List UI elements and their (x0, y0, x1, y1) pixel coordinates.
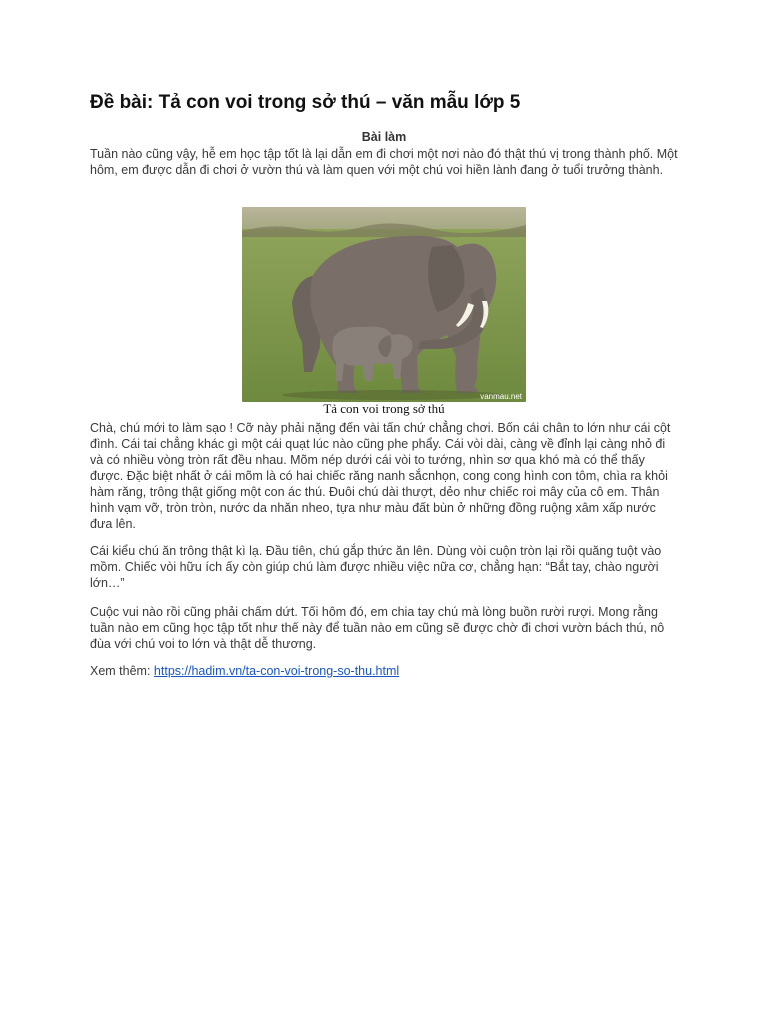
page-title: Đề bài: Tả con voi trong sở thú – văn mẫu lớp 5 (90, 92, 521, 113)
elephant-photo (242, 207, 526, 402)
intro-paragraph: Tuần nào cũng vậy, hễ em học tập tốt là lại dẫn em đi chơi một nơi nào đó thật thú vị trong thành phố. Một hôm, em được dẫn đi chơi ở vườn thú và làm quen với một chú voi hiền lành đang ở tuổi trưởng thành. (90, 147, 678, 177)
subheading: Bài làm (361, 130, 407, 144)
ground-shadow (282, 390, 502, 400)
elephant-illustration (242, 207, 526, 402)
body-paragraph-1: Chà, chú mới to làm sạo ! Cỡ này phải nặng đến vài tấn chứ chẳng chơi. Bốn cái chân to lớn như cái cột đình. Cái tai chẳng khác gì một cái quạt lúc nào cũng phe phẩy. Cái vòi dài, càng về đỉnh lại càng nhỏ đi và có nhiều vòng tròn rất đều nhau. Mõm nép dưới cái vòi to tướng, nhìn sơ qua khó mà có thể thấy được. Đặc biệt nhất ở cái mõm là có hai chiếc răng nanh sắcnhọn, cong cong hình con tôm, chìa ra khỏi hàm răng, trông thật giống một con ác thú. Đuôi chú dài thượt, dẻo như chiếc roi mây của cô em. Thân hình vạm vỡ, tròn tròn, nước da nhăn nheo, tựa như màu đất bùn ở những đồng ruộng xâm xấp nước đưa lên. (90, 421, 671, 531)
see-more-line (90, 664, 399, 678)
see-more-link[interactable]: https://hadim.vn/ta-con-voi-trong-so-thu.html (153, 664, 400, 678)
body-paragraph-2: Cái kiểu chú ăn trông thật kì lạ. Đầu tiên, chú gắp thức ăn lên. Dùng vòi cuộn tròn lại rồi quăng tuột vào mồm. Chiếc vòi hữu ích ấy còn giúp chú làm được nhiều việc nữa cơ, chẳng hạn: “Bắt tay, chào người lớn…” (90, 544, 662, 590)
see-more-label: Xem thêm: (90, 664, 154, 678)
image-caption: Tả con voi trong sở thú (323, 401, 445, 416)
photo-watermark: vanmau.net (480, 392, 522, 401)
body-paragraph-3: Cuộc vui nào rồi cũng phải chấm dứt. Tối hôm đó, em chia tay chú mà lòng buồn rười rượi. Mong rằng tuần nào em cũng học tập tốt như thế này để tuần nào em cũng sẽ được chờ đi chơi vườn bách thú, nô đùa với chú voi to lớn và thật dễ thương. (90, 605, 665, 651)
